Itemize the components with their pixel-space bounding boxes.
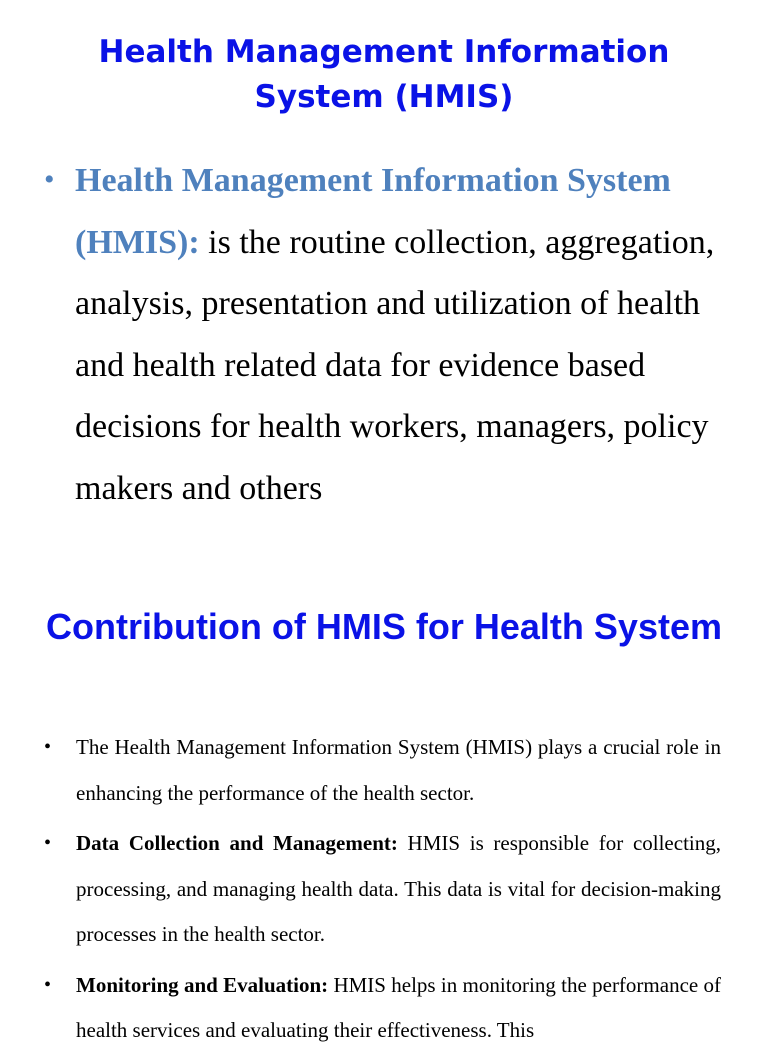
contribution-list [0, 725, 768, 1059]
list-item-term: Monitoring and Evaluation: [76, 972, 329, 997]
list-item-text [76, 821, 721, 958]
bullet-marker: • [44, 973, 52, 996]
definition-body: is the routine collection, aggregation, analysis, presentation and utilization of health and health related data for evidence based decisions for health workers, managers, policy makers and others [75, 223, 715, 507]
list-item-body: HMIS helps in monitoring the performance of health services and evaluating their effectiveness. This [76, 972, 722, 1042]
definition-term: Health Management Information System (HMIS): [75, 162, 671, 261]
bullet-marker: • [44, 736, 52, 758]
list-item-text [76, 963, 721, 1054]
list-item-body: The Health Management Information System (HMIS) plays a crucial role in enhancing the performance of the health sector. [76, 735, 721, 805]
list-item-text [76, 725, 721, 816]
section-title: Contribution of HMIS for Health System [45, 606, 722, 647]
list-item [0, 821, 768, 958]
bullet-marker: • [44, 163, 55, 196]
bullet-marker: • [44, 832, 52, 854]
list-item [0, 963, 768, 1054]
main-title: Health Management Information System (HMIS) [98, 34, 670, 115]
list-item-term: Data Collection and Management: [76, 831, 398, 855]
list-item [0, 725, 768, 816]
definition-paragraph [75, 150, 735, 520]
list-item-body: HMIS is responsible for collecting, processing, and managing health data. This data is vital for decision-making processes in the health sector. [76, 831, 721, 946]
